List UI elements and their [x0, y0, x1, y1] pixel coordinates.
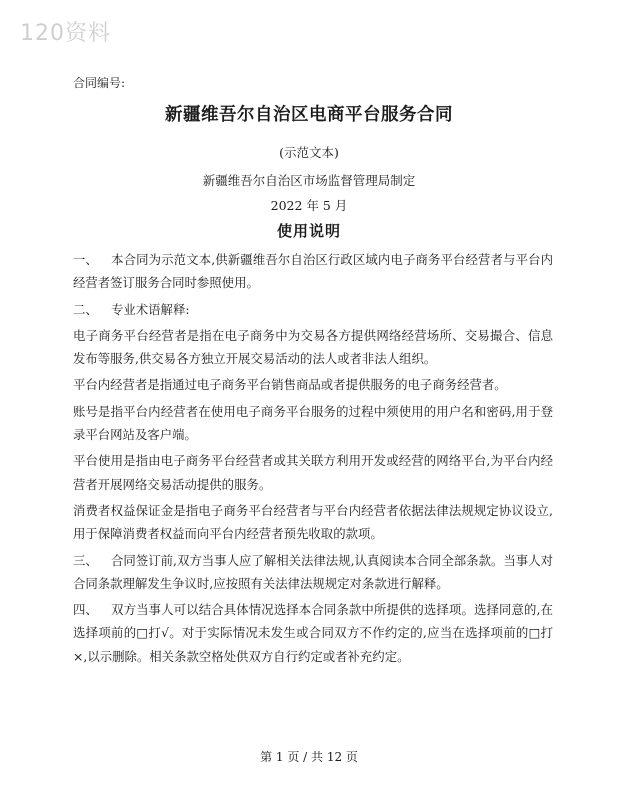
definition-platform-operator: 电子商务平台经营者是指在电子商务中为交易各方提供网络经营场所、交易撮合、信息发布等服务,供交易各方独立开展交易活动的法人或者非法人组织。 — [73, 327, 553, 367]
paragraph-text: 本合同为示范文本,供新疆维吾尔自治区行政区域内电子商务平台经营者与平台内经营者签订服务合同时参照使用。 — [73, 252, 553, 291]
document-issuer: 新疆维吾尔自治区市场监督管理局制定 — [202, 173, 416, 188]
document-subtitle: (示范文本) — [279, 145, 339, 160]
document-title: 新疆维吾尔自治区电商平台服务合同 — [165, 105, 453, 125]
instructions-body — [73, 248, 553, 671]
item-number: 二、 — [73, 301, 98, 317]
contract-number-label: 合同编号: — [73, 76, 126, 90]
paragraph-text: 双方当事人可以结合具体情况选择本合同条款中所提供的选择项。选择同意的,在选择项前的□打√。对于实际情况未发生或合同双方不作约定的,应当在选择项前的□打×,以示删除。相关条款空格处供双方自行约定或者补充约定。 — [73, 602, 553, 664]
definition-account: 账号是指平台内经营者在使用电子商务平台服务的过程中须使用的用户名和密码,用于登录平台网站及客户端。 — [73, 403, 553, 443]
paragraph-2 — [73, 298, 553, 321]
definition-platform-use: 平台使用是指由电子商务平台经营者或其关联方利用开发或经营的网络平台,为平台内经营者开展网络交易活动提供的服务。 — [73, 453, 553, 492]
definition-deposit: 消费者权益保证金是指电子商务平台经营者与平台内经营者依据法律法规规定协议设立,用于保障消费者权益而向平台内经营者预先收取的款项。 — [73, 502, 553, 542]
paragraph-1 — [73, 248, 553, 295]
paragraph-text: 专业术语解释: — [111, 301, 190, 317]
section-heading: 使用说明 — [276, 222, 341, 240]
item-number: 四、 — [73, 602, 98, 618]
paragraph-text: 合同签订前,双方当事人应了解相关法律法规,认真阅读本合同全部条款。当事人对合同条款理解发生争议时,应按照有关法律法规规定对条款进行解释。 — [73, 552, 553, 591]
definition-in-platform-operator: 平台内经营者是指通过电子商务平台销售商品或者提供服务的电子商务经营者。 — [73, 377, 507, 393]
item-number: 一、 — [73, 252, 98, 267]
item-number: 三、 — [73, 552, 98, 568]
paragraph-4 — [73, 598, 553, 668]
paragraph-3 — [73, 549, 553, 596]
document-date: 2022 年 5 月 — [270, 198, 348, 213]
page-footer: 第 1 页 / 共 12 页 — [260, 750, 358, 764]
watermark: 120资料 — [20, 21, 111, 46]
